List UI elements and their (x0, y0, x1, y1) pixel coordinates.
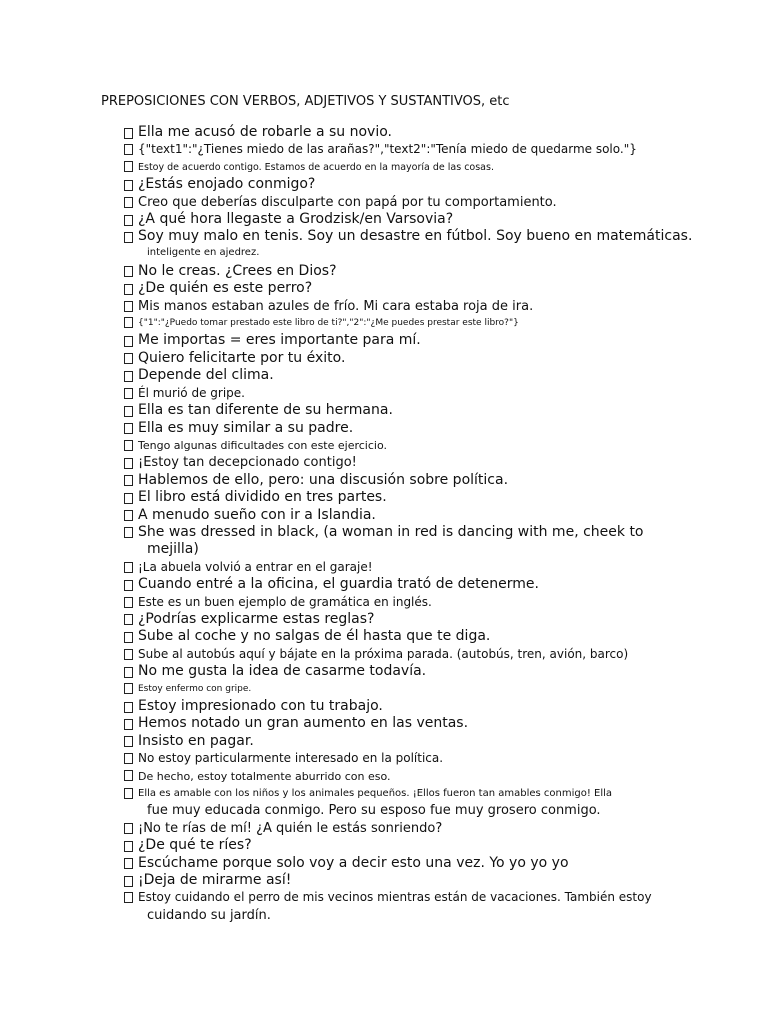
list-item (124, 628, 724, 645)
checkbox-bullet-icon (124, 128, 133, 139)
list-item (124, 611, 724, 628)
list-item (124, 420, 724, 437)
list-item (124, 489, 724, 506)
sentence-text: No estoy particularmente interesado en la política. (138, 751, 444, 766)
sentence-text: Ella es muy similar a su padre. (138, 419, 354, 436)
checkbox-bullet-icon (124, 423, 133, 434)
checkbox-bullet-icon (124, 353, 133, 364)
list-item (124, 750, 724, 767)
checkbox-bullet-icon (124, 161, 133, 172)
list-item (124, 454, 724, 471)
checkbox-bullet-icon (124, 632, 133, 643)
checkbox-bullet-icon (124, 510, 133, 521)
list-item (124, 402, 724, 419)
checkbox-bullet-icon (124, 788, 133, 799)
sentence-continuation: fue muy educada conmigo. Pero su esposo fue muy grosero conmigo. (147, 803, 601, 819)
list-item (124, 194, 724, 211)
sentence-text: Estoy cuidando el perro de mis vecinos mientras están de vacaciones. También estoy (138, 890, 652, 905)
sentence-text: Depende del clima. (138, 367, 274, 384)
sentence-text: Sube al autobús aquí y bájate en la próxima parada. (autobús, tren, avión, barco) (138, 646, 629, 661)
sentence-text: Estoy impresionado con tu trabajo. (138, 698, 383, 714)
sentence-continuation: mejilla) (147, 541, 199, 558)
sentence-text: She was dressed in black, (a woman in red is dancing with me, cheek to (138, 523, 644, 540)
checkbox-bullet-icon (124, 317, 133, 328)
sentence-text: Creo que deberías disculparte con papá por tu comportamiento. (138, 194, 557, 210)
list-item (124, 820, 724, 837)
checkbox-bullet-icon (124, 770, 133, 781)
checkbox-bullet-icon (124, 232, 133, 243)
sentence-text: Tengo algunas dificultades con este ejercicio. (138, 438, 387, 452)
checkbox-bullet-icon (124, 753, 133, 764)
list-item (124, 141, 724, 158)
sentence-text: Hemos notado un gran aumento en las ventas. (138, 715, 469, 732)
list-item (124, 524, 724, 559)
checkbox-bullet-icon (124, 719, 133, 730)
checkbox-bullet-icon (124, 858, 133, 869)
list-item (124, 663, 724, 680)
checkbox-bullet-icon (124, 702, 133, 713)
list-item (124, 367, 724, 384)
list-item (124, 124, 724, 141)
sentence-text: Quiero felicitarte por tu éxito. (138, 349, 346, 366)
list-item (124, 872, 724, 889)
list-item (124, 785, 724, 820)
sentence-text: Mis manos estaban azules de frío. Mi cara estaba roja de ira. (138, 298, 534, 314)
checkbox-bullet-icon (124, 180, 133, 191)
sentence-text: Este es un buen ejemplo de gramática en inglés. (138, 594, 432, 609)
sentence-continuation: cuidando su jardín. (147, 907, 271, 923)
list-item (124, 228, 724, 258)
checkbox-bullet-icon (124, 667, 133, 678)
checkbox-bullet-icon (124, 823, 133, 834)
sentence-text: ¿Estás enojado conmigo? (138, 176, 316, 193)
document-title: PREPOSICIONES CON VERBOS, ADJETIVOS Y SUSTANTIVOS, etc (101, 94, 510, 109)
sentence-text: El libro está dividido en tres partes. (138, 489, 387, 506)
checkbox-bullet-icon (124, 458, 133, 469)
sentence-text: Estoy enfermo con gripe. (138, 683, 252, 694)
list-item (124, 263, 724, 280)
sentence-text: No me gusta la idea de casarme todavía. (138, 663, 427, 680)
list-item (124, 594, 724, 611)
sentence-text: {"text1":"¿Tienes miedo de las arañas?","text2":"Tenía miedo de quedarme solo."} (138, 142, 637, 157)
checkbox-bullet-icon (124, 336, 133, 347)
sentence-text: Ella es tan diferente de su hermana. (138, 402, 393, 419)
sentence-text: ¡Estoy tan decepcionado contigo! (138, 455, 357, 471)
sentence-text: Cuando entré a la oficina, el guardia trató de detenerme. (138, 576, 539, 593)
checkbox-bullet-icon (124, 266, 133, 277)
checkbox-bullet-icon (124, 736, 133, 747)
sentence-text: Ella es amable con los niños y los animales pequeños. ¡Ellos fueron tan amables conmigo! Ella (138, 788, 613, 800)
sentence-text: Él murió de gripe. (138, 385, 245, 400)
checkbox-bullet-icon (124, 649, 133, 660)
sentence-text: ¡La abuela volvió a entrar en el garaje! (138, 559, 373, 574)
checkbox-bullet-icon (124, 597, 133, 608)
sentence-text: No le creas. ¿Crees en Dios? (138, 262, 337, 279)
checkbox-bullet-icon (124, 876, 133, 887)
list-item (124, 332, 724, 349)
list-item (124, 768, 724, 785)
checkbox-bullet-icon (124, 841, 133, 852)
sentence-text: {"1":"¿Puedo tomar prestado este libro de ti?","2":"¿Me puedes prestar este libro?"} (138, 318, 519, 329)
list-item (124, 889, 724, 924)
list-item (124, 681, 724, 698)
checkbox-bullet-icon (124, 527, 133, 538)
sentence-text: ¡Deja de mirarme así! (138, 872, 292, 889)
list-item (124, 559, 724, 576)
sentence-text: De hecho, estoy totalmente aburrido con eso. (138, 769, 391, 783)
checkbox-bullet-icon (124, 388, 133, 399)
sentence-text: Escúchame porque solo voy a decir esto una vez. Yo yo yo yo (138, 854, 569, 871)
checkbox-bullet-icon (124, 683, 133, 694)
list-item (124, 855, 724, 872)
checkbox-bullet-icon (124, 144, 133, 155)
sentence-list (124, 124, 724, 924)
checkbox-bullet-icon (124, 284, 133, 295)
list-item (124, 176, 724, 193)
list-item (124, 159, 724, 176)
checkbox-bullet-icon (124, 580, 133, 591)
list-item (124, 576, 724, 593)
checkbox-bullet-icon (124, 440, 133, 451)
checkbox-bullet-icon (124, 892, 133, 903)
sentence-text: A menudo sueño con ir a Islandia. (138, 506, 376, 523)
checkbox-bullet-icon (124, 301, 133, 312)
checkbox-bullet-icon (124, 215, 133, 226)
sentence-text: Hablemos de ello, pero: una discusión sobre política. (138, 471, 509, 488)
sentence-text: ¿De qué te ríes? (138, 837, 252, 854)
list-item (124, 298, 724, 315)
list-item (124, 472, 724, 489)
checkbox-bullet-icon (124, 614, 133, 625)
sentence-text: Soy muy malo en tenis. Soy un desastre en fútbol. Soy bueno en matemáticas. (138, 228, 693, 245)
sentence-text: ¿Podrías explicarme estas reglas? (138, 610, 375, 627)
checkbox-bullet-icon (124, 493, 133, 504)
list-item (124, 280, 724, 297)
list-item (124, 211, 724, 228)
list-item (124, 315, 724, 332)
list-item (124, 385, 724, 402)
sentence-text: ¿De quién es este perro? (138, 280, 313, 297)
sentence-text: Estoy de acuerdo contigo. Estamos de acuerdo en la mayoría de las cosas. (138, 161, 494, 173)
sentence-text: Ella me acusó de robarle a su novio. (138, 124, 392, 140)
sentence-text: Me importas = eres importante para mí. (138, 332, 421, 349)
sentence-text: Insisto en pagar. (138, 732, 254, 749)
checkbox-bullet-icon (124, 406, 133, 417)
sentence-text: ¡No te rías de mí! ¿A quién le estás sonriendo? (138, 820, 443, 836)
list-item (124, 437, 724, 454)
list-item (124, 646, 724, 663)
list-item (124, 698, 724, 715)
checkbox-bullet-icon (124, 371, 133, 382)
list-item (124, 715, 724, 732)
checkbox-bullet-icon (124, 475, 133, 486)
list-item (124, 837, 724, 854)
checkbox-bullet-icon (124, 562, 133, 573)
sentence-note: inteligente en ajedrez. (147, 246, 260, 258)
sentence-text: Sube al coche y no salgas de él hasta que te diga. (138, 628, 491, 645)
list-item (124, 507, 724, 524)
checkbox-bullet-icon (124, 197, 133, 208)
list-item (124, 350, 724, 367)
list-item (124, 733, 724, 750)
sentence-text: ¿A qué hora llegaste a Grodzisk/en Varsovia? (138, 211, 454, 228)
